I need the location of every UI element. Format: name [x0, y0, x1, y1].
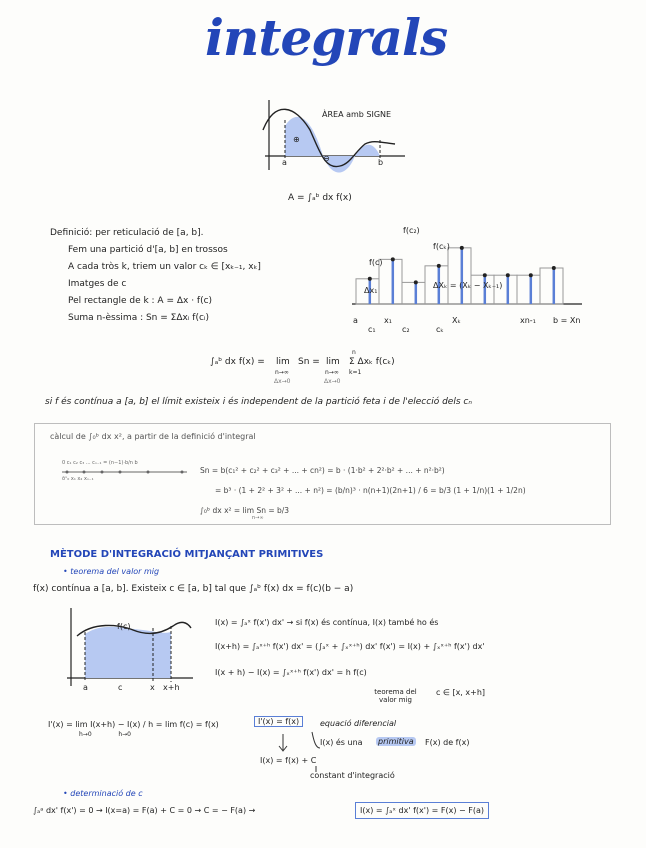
example-axis-text: 0 c₁ c₂ c₃ ... cₙ₋₁ = (n−1)·b/n b — [62, 460, 138, 466]
ifc-eq: I(x) = f(x) + C — [260, 756, 317, 765]
riemann-sample-point — [391, 257, 395, 261]
mvt-xh: x+h — [163, 683, 180, 692]
area-fig-label: ÀREA amb SIGNE — [322, 110, 392, 119]
riemann-sample-point — [483, 273, 487, 277]
teorema-label: teorema del valor mig — [374, 688, 417, 705]
definition-line-4: Imatges de c — [68, 279, 127, 289]
limit-lim1: lim — [276, 357, 290, 367]
limit-sum: Σ Δxₖ f(cₖ) — [349, 357, 395, 367]
riemann-bar — [517, 275, 540, 304]
boxed-derivative: I'(x) = f(x) — [254, 716, 303, 727]
deriv-sub: h→0 h→0 — [79, 731, 131, 738]
riemann-figure — [352, 232, 582, 312]
example-axis-sub: ōˣ₀ x₁ x₂ xₙ₋₁ — [62, 476, 94, 482]
riemann-axis-ck: cₖ — [436, 325, 444, 334]
continuity-note: si f és contínua a [a, b] el límit existeix i és independent de la partició feta i de l'elecció dels cₙ — [45, 397, 472, 407]
riemann-bar — [448, 248, 471, 304]
eq-ix: I(x) = ∫ₐˣ f(x') dx' → si f(x) és contínua, I(x) també ho és — [215, 618, 439, 627]
riemann-dx1: Δx₁ — [364, 286, 378, 295]
limit-n2: n→∞ — [325, 369, 339, 376]
eq-ixh: I(x+h) = ∫ₐˣ⁺ʰ f(x') dx' = (∫ₐˣ + ∫ₓˣ⁺ʰ) dx' f(x') = I(x) + ∫ₓˣ⁺ʰ f(x') dx' — [215, 642, 485, 651]
definition-line-1: Definició: per reticulació de [a, b]. — [50, 228, 204, 238]
mvt-bullet: • teorema del valor mig — [63, 567, 160, 576]
riemann-axis-bxn: b = Xn — [553, 316, 581, 325]
riemann-dxk: ΔXₖ = (Xₖ − Xₖ₋₁) — [433, 281, 503, 290]
page-title: integrals — [205, 8, 448, 67]
riemann-sample-point — [460, 246, 464, 250]
limit-sum-bot: k=1 — [349, 369, 362, 376]
riemann-fc2: f(c₂) — [403, 226, 420, 235]
definition-line-5: Pel rectangle de k : A = Δx · f(c) — [68, 296, 213, 306]
boxed-final: I(x) = ∫ₐˣ dx' f(x') = F(x) − F(a) — [355, 802, 489, 819]
mvt-fc: f(c) — [117, 622, 131, 631]
determination-bullet: • determinació de c — [63, 789, 143, 798]
constant-label: constant d'integració — [310, 771, 395, 780]
riemann-sample-point — [368, 277, 372, 281]
example-line-2: = b³ · (1 + 2² + 3² + ... + n²) = (b/n)³ · n(n+1)(2n+1) / 6 = b/3 (1 + 1/n)(1 + 1/2n) — [215, 486, 526, 495]
riemann-sample-point — [437, 264, 441, 268]
riemann-bar — [402, 282, 425, 304]
riemann-sample-point — [529, 273, 533, 277]
mvt-statement: f(x) contínua a [a, b]. Existeix c ∈ [a, b] tal que ∫ₐᵇ f(x) dx = f(c)(b − a) — [33, 584, 354, 594]
area-a: a — [282, 158, 287, 167]
limit-lhs: ∫ₐᵇ dx f(x) = — [210, 357, 265, 367]
riemann-axis-c1: c₁ — [368, 325, 376, 334]
riemann-axis-xn1: xn-₁ — [520, 316, 536, 325]
equacio-diferencial: equació diferencial — [320, 719, 397, 728]
eq-diff: I(x + h) − I(x) = ∫ₓˣ⁺ʰ f(x') dx' = h f(c) — [215, 668, 367, 677]
mvt-x: x — [150, 683, 155, 692]
riemann-axis-a: a — [353, 316, 358, 325]
mvt-c: c — [118, 683, 123, 692]
riemann-axis-x1: x₁ — [384, 316, 392, 325]
area-plus: ⊕ — [293, 135, 300, 144]
riemann-bar — [540, 268, 563, 304]
limit-lim2: lim — [326, 357, 340, 367]
limit-dx1: Δx→0 — [274, 378, 291, 385]
limit-dx2: Δx→0 — [324, 378, 341, 385]
mvt-figure — [63, 608, 198, 688]
primitive-post: F(x) de f(x) — [425, 738, 470, 747]
deriv-eq: I'(x) = lim I(x+h) − I(x) / h = lim f(c) = f(x) — [48, 720, 219, 729]
definition-line-6: Suma n-èssima : Sn = ΣΔxᵢ f(cᵢ) — [68, 313, 210, 323]
limit-n1: n→∞ — [275, 369, 289, 376]
example-title: càlcul de ∫₀ᵇ dx x², a partir de la definició d'integral — [50, 432, 256, 441]
definition-line-2: Fem una partició d'[a, b] en trossos — [68, 245, 228, 255]
area-formula: A = ∫ₐᵇ dx f(x) — [288, 193, 352, 203]
riemann-sample-point — [552, 266, 556, 270]
primitive-pre: I(x) és una — [320, 738, 363, 747]
example-line-3: ∫₀ᵇ dx x² = lim Sn = b/3 — [200, 506, 290, 515]
primitive-highlight: primitiva — [378, 737, 414, 746]
riemann-sample-point — [506, 273, 510, 277]
riemann-fck: f(cₖ) — [433, 242, 450, 251]
limit-sum-top: n — [352, 349, 356, 356]
limit-sn: Sn = — [298, 357, 320, 367]
final-eq: ∫ₐᵃ dx' f(x') = 0 → I(x=a) = F(a) + C = 0 → C = − F(a) → — [33, 806, 256, 815]
area-b: b — [378, 158, 384, 167]
mvt-a: a — [83, 683, 88, 692]
definition-line-3: A cada tròs k, triem un valor cₖ ∈ [xₖ₋₁, xₖ] — [68, 262, 261, 272]
c-interval: c ∈ [x, x+h] — [436, 688, 486, 697]
example-line-1: Sn = b(c₁² + c₂² + c₃² + ... + cn²) = b · (1·b² + 2²·b² + ... + n²·b²) — [200, 466, 445, 475]
riemann-axis-c2: c₂ — [402, 325, 410, 334]
riemann-axis-xk: Xₖ — [452, 316, 461, 325]
example-line-3-sub: n→∞ — [252, 515, 264, 521]
riemann-sample-point — [414, 280, 418, 284]
area-minus: ⊖ — [323, 154, 330, 163]
method-heading: MÈTODE D'INTEGRACIÓ MITJANÇANT PRIMITIVES — [50, 549, 324, 560]
riemann-fc1: f(c) — [369, 258, 383, 267]
